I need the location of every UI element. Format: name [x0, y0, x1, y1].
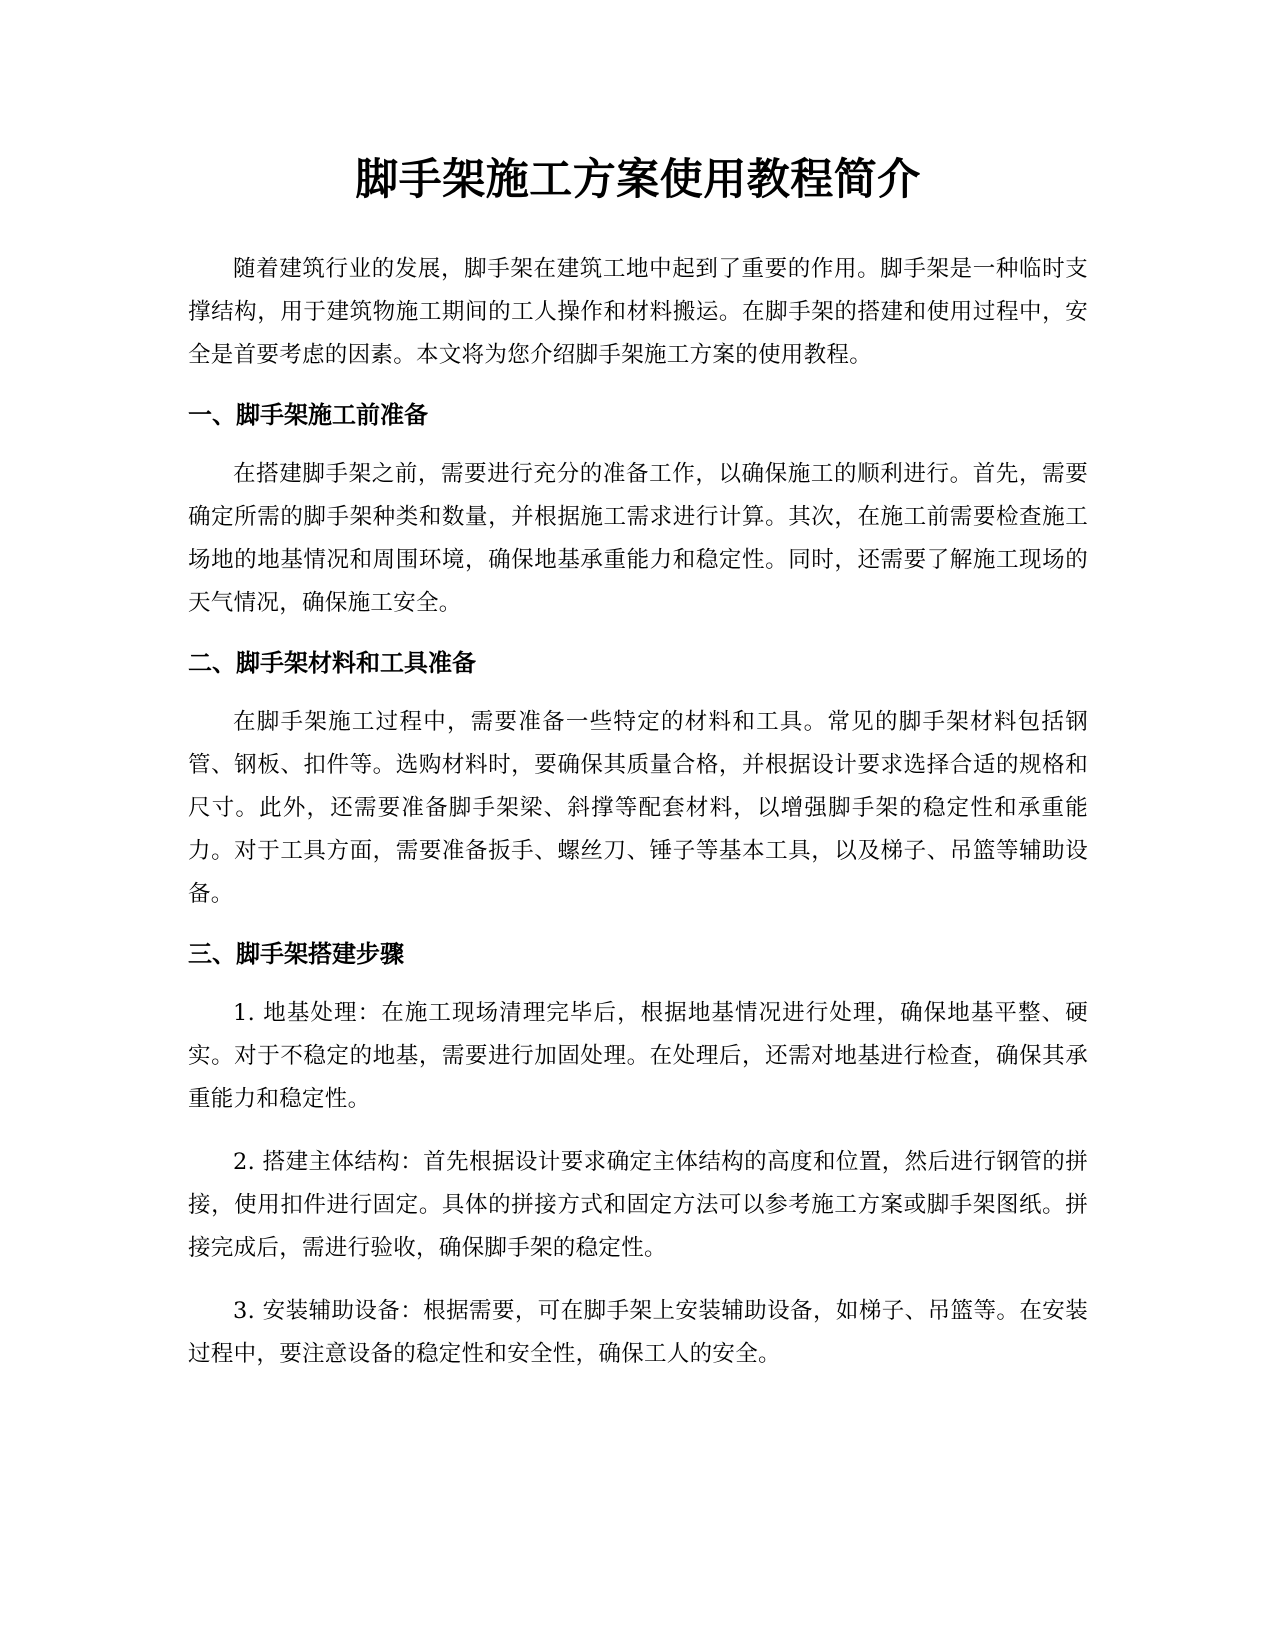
section-heading-materials-tools: 二、脚手架材料和工具准备: [188, 649, 476, 677]
step-paragraph-auxiliary-equipment: 3. 安装辅助设备：根据需要，可在脚手架上安装辅助设备，如梯子、吊篮等。在安装过程中，要注意设备的稳定性和安全性，确保工人的安全。: [188, 1298, 1088, 1367]
section-paragraph: 在脚手架施工过程中，需要准备一些特定的材料和工具。常见的脚手架材料包括钢管、钢板、扣件等。选购材料时，要确保其质量合格，并根据设计要求选择合适的规格和尺寸。此外，还需要准备脚手架梁、斜撑等配套材料，以增强脚手架的稳定性和承重能力。对于工具方面，需要准备扳手、螺丝刀、锤子等基本工具，以及梯子、吊篮等辅助设备。: [188, 709, 1088, 907]
document-title: 脚手架施工方案使用教程简介: [355, 155, 921, 205]
step-paragraph-main-structure: 2. 搭建主体结构：首先根据设计要求确定主体结构的高度和位置，然后进行钢管的拼接，使用扣件进行固定。具体的拼接方式和固定方法可以参考施工方案或脚手架图纸。拼接完成后，需进行验收，确保脚手架的稳定性。: [188, 1149, 1088, 1261]
intro-paragraph: 随着建筑行业的发展，脚手架在建筑工地中起到了重要的作用。脚手架是一种临时支撑结构，用于建筑物施工期间的工人操作和材料搬运。在脚手架的搭建和使用过程中，安全是首要考虑的因素。本文将为您介绍脚手架施工方案的使用教程。: [188, 256, 1088, 368]
section-heading-preparation: 一、脚手架施工前准备: [188, 401, 428, 429]
section-heading-erection-steps: 三、脚手架搭建步骤: [188, 940, 404, 968]
document-page: [188, 150, 1088, 1376]
step-paragraph-foundation: 1. 地基处理：在施工现场清理完毕后，根据地基情况进行处理，确保地基平整、硬实。对于不稳定的地基，需要进行加固处理。在处理后，还需对地基进行检查，确保其承重能力和稳定性。: [188, 1000, 1088, 1112]
section-paragraph: 在搭建脚手架之前，需要进行充分的准备工作，以确保施工的顺利进行。首先，需要确定所需的脚手架种类和数量，并根据施工需求进行计算。其次，在施工前需要检查施工场地的地基情况和周围环境，确保地基承重能力和稳定性。同时，还需要了解施工现场的天气情况，确保施工安全。: [188, 461, 1088, 616]
